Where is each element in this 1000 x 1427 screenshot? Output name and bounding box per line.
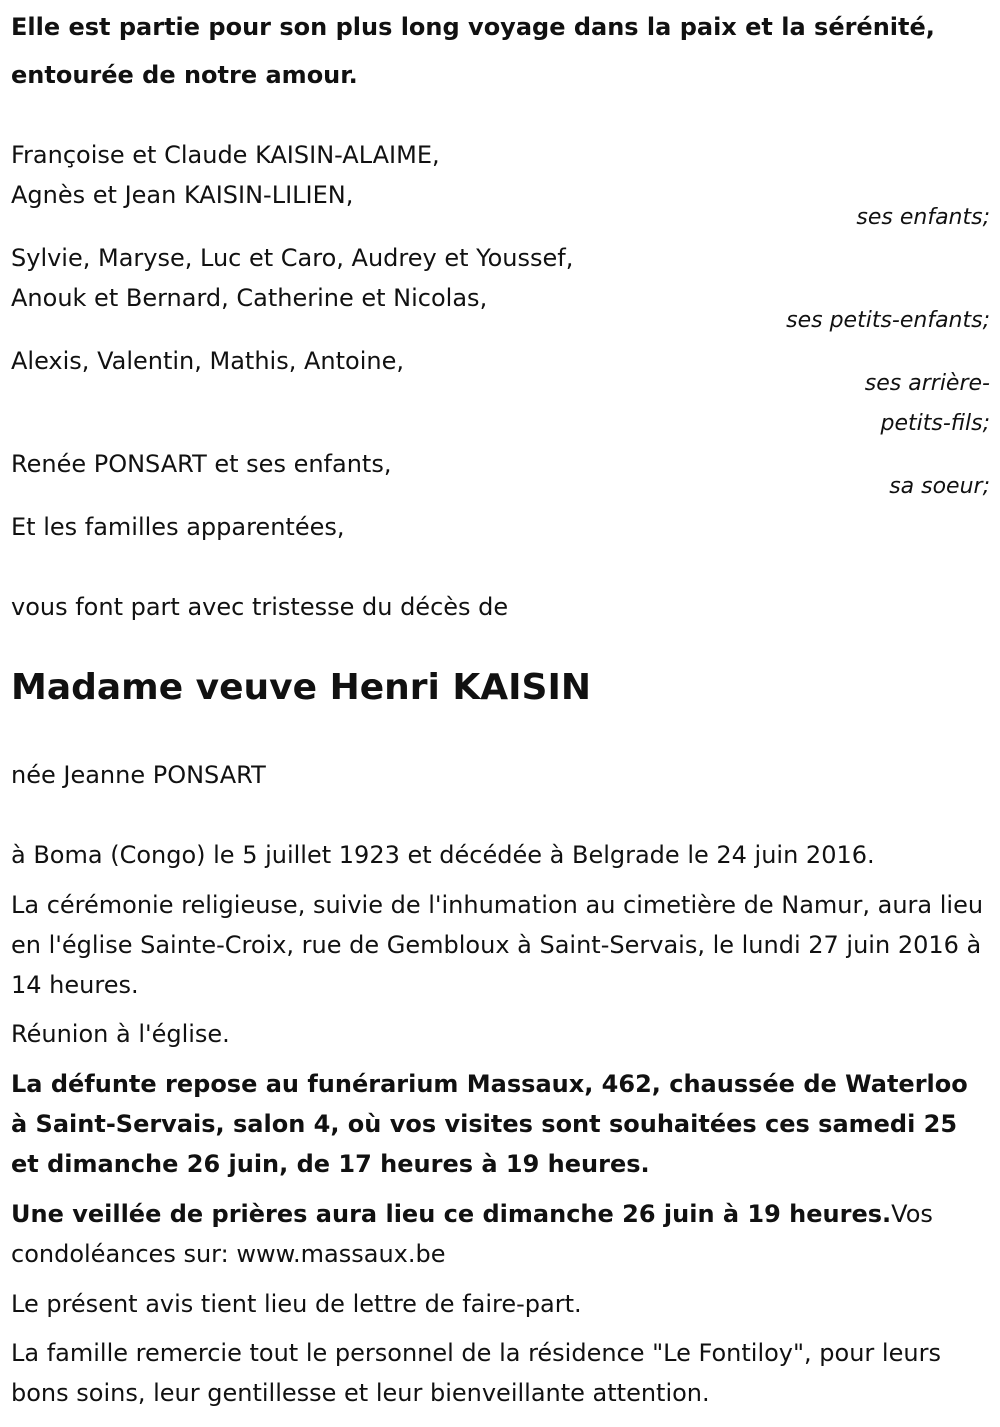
birth-death-dates: à Boma (Congo) le 5 juillet 1923 et décédée à Belgrade le 24 juin 2016.: [11, 841, 875, 869]
funerarium-paragraph: La défunte repose au funérarium Massaux, 462, chaussée de Waterloo à Saint-Servais, salon 4, où vos visites sont souhaitées ces samedi 25 et dimanche 26 juin, de 17 heures à 19 heures.: [11, 1070, 968, 1178]
sister-role: sa soeur;: [889, 474, 990, 499]
great-grandchildren-role-2: petits-fils;: [880, 411, 990, 436]
intro-line-2: entourée de notre amour.: [11, 61, 358, 89]
meeting-line: Réunion à l'église.: [11, 1020, 230, 1048]
children-line-2: Agnès et Jean KAISIN-LILIEN,: [11, 181, 354, 209]
deceased-name: Madame veuve Henri KAISIN: [11, 667, 591, 708]
children-line-1: Françoise et Claude KAISIN-ALAIME,: [11, 141, 440, 169]
vigil-bold-text: Une veillée de prières aura lieu ce dimanche 26 juin à 19 heures.: [11, 1200, 892, 1228]
grandchildren-role: ses petits-enfants;: [786, 308, 990, 333]
great-grandchildren-role-1: ses arrière-: [864, 371, 990, 396]
thanks-paragraph: La famille remercie tout le personnel de la résidence "Le Fontiloy", pour leurs bons soins, leur gentillesse et leur bienveillante attention.: [11, 1339, 941, 1407]
great-grandchildren-line-1: Alexis, Valentin, Mathis, Antoine,: [11, 347, 404, 375]
grandchildren-line-1: Sylvie, Maryse, Luc et Caro, Audrey et Youssef,: [11, 244, 574, 272]
grandchildren-line-2: Anouk et Bernard, Catherine et Nicolas,: [11, 284, 488, 312]
announcement-line: vous font part avec tristesse du décès de: [11, 593, 509, 621]
ceremony-paragraph: La cérémonie religieuse, suivie de l'inhumation au cimetière de Namur, aura lieu en l'église Sainte-Croix, rue de Gembloux à Saint-Servais, le lundi 27 juin 2016 à 14 heures.: [11, 891, 984, 999]
children-role: ses enfants;: [856, 205, 990, 230]
relatives-line: Et les familles apparentées,: [11, 513, 345, 541]
maiden-name: née Jeanne PONSART: [11, 761, 266, 789]
condolences-text: Vos condoléances sur: www.massaux.be: [11, 1200, 933, 1268]
vigil-paragraph: [11, 1194, 986, 1274]
notice-line: Le présent avis tient lieu de lettre de faire-part.: [11, 1290, 582, 1318]
sister-line: Renée PONSART et ses enfants,: [11, 450, 392, 478]
intro-line-1: Elle est partie pour son plus long voyage dans la paix et la sérénité,: [11, 13, 935, 41]
